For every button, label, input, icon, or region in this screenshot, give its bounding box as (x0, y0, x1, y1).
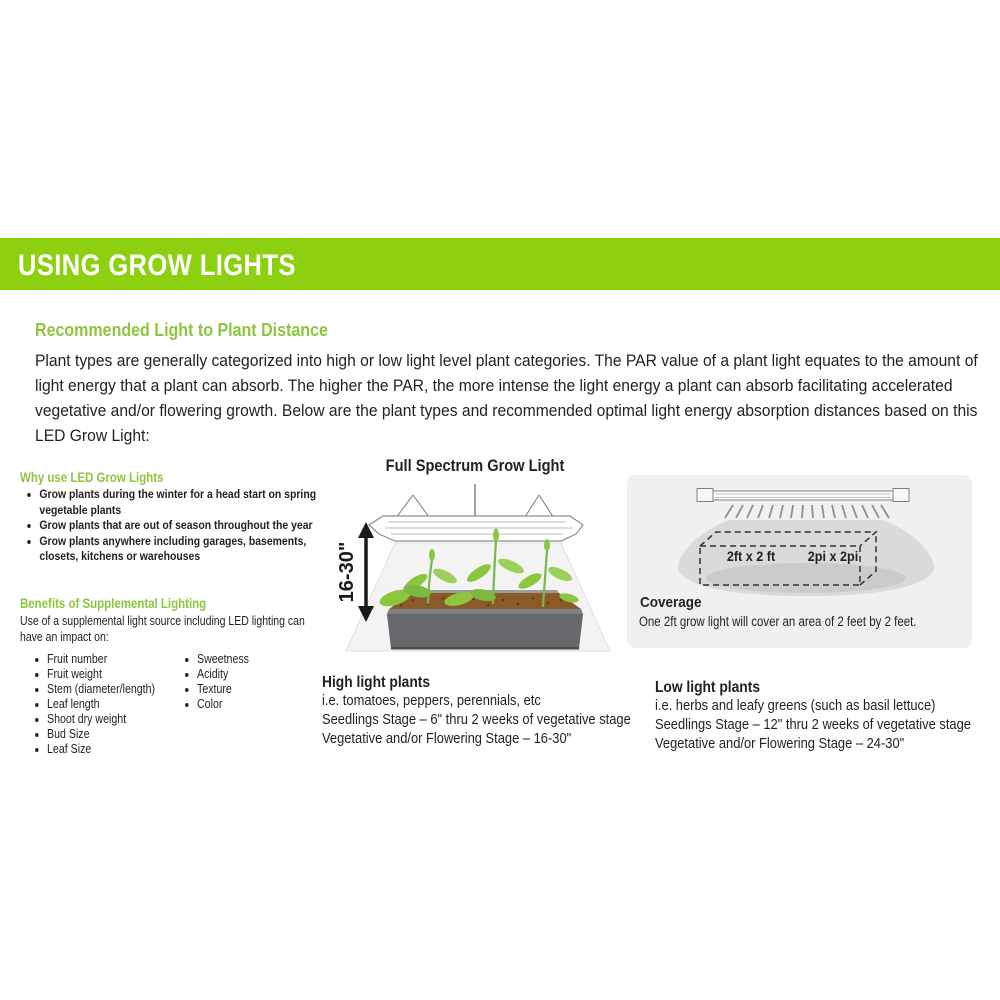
high-light-heading: High light plants (322, 674, 431, 691)
list-item: • Color (197, 697, 367, 712)
list-item: • Leaf Size (47, 742, 217, 757)
list-item: • Shoot dry weight (47, 712, 217, 727)
grow-light-illustration (333, 478, 625, 664)
coverage-panel (627, 475, 972, 648)
light-rays (725, 505, 889, 518)
list-item: • Texture (197, 682, 367, 697)
benefits-intro: Use of a supplemental light source including LED lighting can have an impact on: (20, 614, 305, 644)
low-light-line: Seedlings Stage – 12" thru 2 weeks of vegetative stage (655, 717, 971, 733)
high-light-line: Seedlings Stage – 6" thru 2 weeks of vegetative stage (322, 712, 631, 728)
high-light-plants-block (322, 673, 669, 749)
grow-light-figure-title: Full Spectrum Grow Light (385, 456, 565, 475)
low-light-plants-block (655, 678, 1000, 754)
list-item: • Stem (diameter/length) (47, 682, 217, 697)
list-item: • Grow plants anywhere including garages, basements, closets, kitchens or warehouses (39, 534, 317, 565)
high-light-line: i.e. tomatoes, peppers, perennials, etc (322, 693, 541, 709)
list-item: • Grow plants during the winter for a head start on spring vegetable plants (39, 487, 317, 518)
intro-paragraph: Plant types are generally categorized into high or low light level plant categories. The PAR value of a plant light equates to the amount of light energy that a plant can absorb. The higher the PAR, the more intense the light energy a plant can absorb facilitating accelerated vegetative and/or flowering growth. Below are the plant types and recommended optimal light energy absorption distances based on this LED Grow Light: (35, 351, 978, 445)
coverage-caption: One 2ft grow light will cover an area of 2 feet by 2 feet. (639, 614, 917, 629)
light-panel (369, 516, 583, 541)
high-light-line: Vegetative and/or Flowering Stage – 16-30" (322, 731, 572, 747)
tube-light (697, 489, 909, 502)
list-item: • Bud Size (47, 727, 217, 742)
benefits-heading: Benefits of Supplemental Lighting (20, 596, 207, 611)
coverage-box-label-left: 2ft x 2 ft (726, 548, 776, 564)
list-item: • Fruit weight (47, 667, 217, 682)
low-light-heading: Low light plants (655, 679, 760, 696)
low-light-line: Vegetative and/or Flowering Stage – 24-30" (655, 736, 905, 752)
page-title: USING GROW LIGHTS (18, 249, 296, 282)
list-item: • Leaf length (47, 697, 217, 712)
low-light-line: i.e. herbs and leafy greens (such as basil lettuce) (655, 698, 936, 714)
distance-label: 16-30" (336, 541, 358, 603)
why-use-list (22, 487, 318, 565)
list-item: • Grow plants that are out of season throughout the year (39, 518, 317, 534)
distance-arrow-icon (358, 522, 374, 622)
header-bar (0, 238, 1000, 290)
coverage-heading: Coverage (640, 594, 702, 611)
list-item: • Sweetness (197, 652, 367, 667)
list-item: • Fruit number (47, 652, 217, 667)
why-use-heading: Why use LED Grow Lights (20, 470, 164, 485)
list-item: • Acidity (197, 667, 367, 682)
section-heading: Recommended Light to Plant Distance (35, 320, 328, 340)
coverage-box-label-right: 2pi x 2pi (807, 548, 859, 564)
